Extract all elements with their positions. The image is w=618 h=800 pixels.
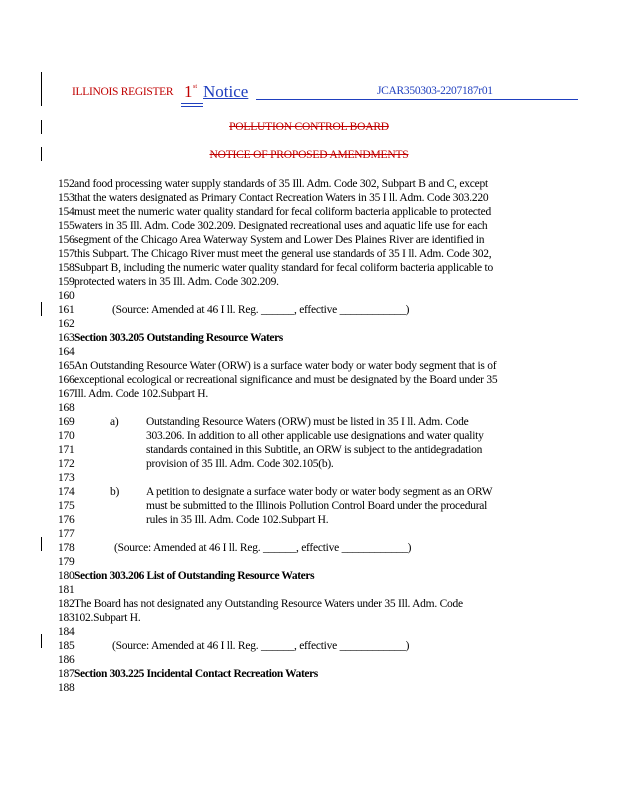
- line-153: 153that the waters designated as Primary Contact Recreation Waters in 35 I ll. Adm. Code 303.220: [58, 192, 489, 204]
- line-171: 171 standards contained in this Subtitle, an ORW is subject to the antidegradation: [58, 444, 483, 456]
- line-152: 152and food processing water supply standards of 35 Ill. Adm. Code 302, Subpart B and C, except: [58, 178, 488, 190]
- line-181: 181: [58, 584, 75, 596]
- line-167: 167Ill. Adm. Code 102.Subpart H.: [58, 388, 208, 400]
- double-underline: [181, 106, 203, 107]
- line-157: 157this Subpart. The Chicago River must meet the general use standards of 35 I ll. Adm. Code 302,: [58, 248, 492, 260]
- issue-number: 1: [184, 82, 193, 101]
- change-bar: [41, 72, 42, 106]
- section-heading: Section 303.225 Incidental Contact Recreation Waters: [74, 668, 318, 680]
- board-heading: POLLUTION CONTROL BOARD: [229, 121, 389, 133]
- line-170: 170 303.206. In addition to all other applicable use designations and water quality: [58, 430, 484, 442]
- line-187: 187Section 303.225 Incidental Contact Recreation Waters: [58, 668, 318, 680]
- issue-superscript: st: [193, 84, 198, 90]
- line-158: 158Subpart B, including the numeric water quality standard for fecal coliform bacteria applicable to: [58, 262, 493, 274]
- line-177: 177: [58, 528, 75, 540]
- change-bar: [41, 302, 42, 316]
- line-173: 173: [58, 472, 75, 484]
- header-rule: [256, 99, 578, 100]
- line-186: 186: [58, 654, 75, 666]
- change-bar: [41, 537, 42, 551]
- line-176: 176 rules in 35 Ill. Adm. Code 102.Subpart H.: [58, 514, 329, 526]
- section-heading: Section 303.205 Outstanding Resource Waters: [74, 332, 283, 344]
- line-169: 169 a) Outstanding Resource Waters (ORW) must be listed in 35 I ll. Adm. Code: [58, 416, 469, 428]
- notice-heading: NOTICE OF PROPOSED AMENDMENTS: [209, 149, 409, 161]
- line-159: 159protected waters in 35 Ill. Adm. Code 302.209.: [58, 276, 279, 288]
- line-162: 162: [58, 318, 75, 330]
- line-185: 185 (Source: Amended at 46 I ll. Reg. ______, effective ____________): [58, 640, 410, 652]
- line-164: 164: [58, 346, 75, 358]
- line-183: 183102.Subpart H.: [58, 612, 141, 624]
- line-174: 174 b) A petition to designate a surface water body or water body segment as an ORW: [58, 486, 493, 498]
- line-184: 184: [58, 626, 75, 638]
- notice-label: Notice: [203, 82, 249, 101]
- line-163: 163Section 303.205 Outstanding Resource Waters: [58, 332, 283, 344]
- list-marker: b): [110, 486, 120, 498]
- document-id: JCAR350303-2207187r01: [377, 85, 493, 97]
- register-header: [72, 82, 532, 104]
- line-180: 180Section 303.206 List of Outstanding Resource Waters: [58, 570, 315, 582]
- change-bar: [41, 634, 42, 648]
- line-179: 179: [58, 556, 75, 568]
- line-165: 165An Outstanding Resource Water (ORW) is a surface water body or water body segment that is of: [58, 360, 497, 372]
- line-156: 156segment of the Chicago Area Waterway System and Lower Des Plaines River are identified in: [58, 234, 485, 246]
- line-161: 161 (Source: Amended at 46 I ll. Reg. ______, effective ____________): [58, 304, 410, 316]
- line-168: 168: [58, 402, 75, 414]
- register-name: ILLINOIS REGISTER: [72, 86, 174, 98]
- line-182: 182The Board has not designated any Outstanding Resource Waters under 35 Ill. Adm. Code: [58, 598, 463, 610]
- line-172: 172 provision of 35 Ill. Adm. Code 302.105(b).: [58, 458, 334, 470]
- double-underline: [181, 103, 203, 104]
- line-175: 175 must be submitted to the Illinois Pollution Control Board under the procedural: [58, 500, 488, 512]
- line-160: 160: [58, 290, 75, 302]
- line-154: 154must meet the numeric water quality standard for fecal coliform bacteria applicable to protected: [58, 206, 491, 218]
- line-166: 166exceptional ecological or recreational significance and must be designated by the Board under 35: [58, 374, 498, 386]
- line-155: 155waters in 35 Ill. Adm. Code 302.209. Designated recreational uses and aquatic life use for each: [58, 220, 488, 232]
- line-178: 178 (Source: Amended at 46 I ll. Reg. ______, effective ____________): [58, 542, 412, 554]
- list-marker: a): [110, 416, 119, 428]
- section-heading: Section 303.206 List of Outstanding Resource Waters: [74, 570, 315, 582]
- line-188: 188: [58, 682, 75, 694]
